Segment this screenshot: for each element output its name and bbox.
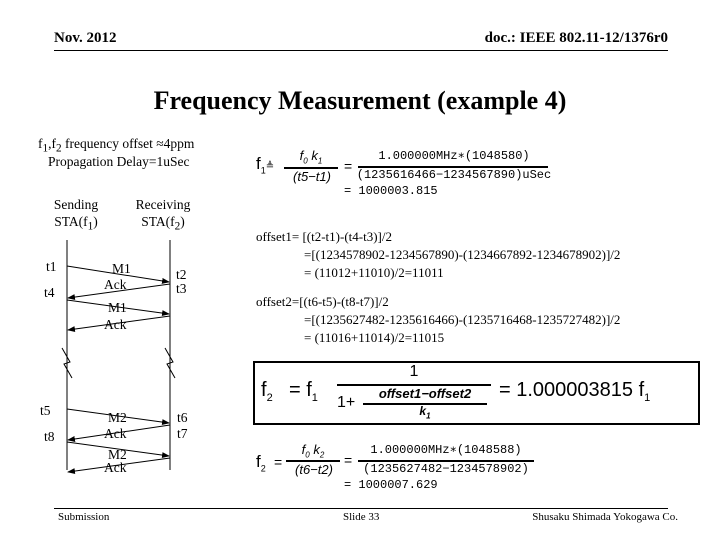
eq2-inner-one: 1+ xyxy=(337,394,356,411)
offset1-line2: =[(1234578902-1234567890)-(1234667892-1234678902)]/2 xyxy=(304,247,621,262)
t6-label: t6 xyxy=(177,410,188,425)
eq1-lhs: $f_1≜$ xyxy=(256,154,275,176)
offset1-line3: = (11012+11010)/2=11011 xyxy=(304,265,444,280)
eq2-lhs: $f_2$ xyxy=(261,379,273,404)
t7-label: t7 xyxy=(177,426,188,441)
ack2-label: Ack xyxy=(104,426,127,441)
eq3-denominator: (t6−t2) xyxy=(295,462,333,477)
eq1-r1-num: 1.000000MHz∗(1048580) xyxy=(378,149,530,163)
sender-label: Sending $STA(f_1)$ xyxy=(53,197,99,233)
eq2-inner-den: $k_1$ xyxy=(419,404,431,421)
footer-slide-number: Slide 33 xyxy=(343,511,380,523)
offset2-block xyxy=(256,293,696,347)
footer-submission: Submission xyxy=(58,511,110,523)
eq3-result: = 1000007.629 xyxy=(344,478,438,492)
eq2-inner-num: offset1−offset2 xyxy=(378,386,472,401)
equation-f1: $f_1≜$ $f_0$ $k_1$ (t5−t1) = 1.000000MHz∗(1048580) (1235616466−1234567890)uSec = 1000003.815 xyxy=(256,148,552,198)
eq3-lhs: $f_2$ xyxy=(256,452,266,474)
eq2-numerator: 1 xyxy=(409,363,419,380)
ack1-label: Ack xyxy=(104,277,127,292)
eq1-r1-den: (1235616466−1234567890)uSec xyxy=(356,168,552,182)
footer-rule xyxy=(54,508,668,509)
header-doc-id: doc.: IEEE 802.11-12/1376r0 xyxy=(484,30,668,46)
m1-label: M1 xyxy=(112,261,131,276)
receiver-label: Receiving $STA(f_2)$ xyxy=(135,197,191,233)
offset2-line3: = (11016+11014)/2=11015 xyxy=(304,330,445,345)
t4-label: t4 xyxy=(44,285,55,300)
t3-label: t3 xyxy=(176,281,187,296)
m1b-label: M1 xyxy=(108,300,127,315)
m2-label: M2 xyxy=(108,410,127,425)
t8-label: t8 xyxy=(44,429,55,444)
eq3-r1-den: (1235627482−1234578902) xyxy=(363,462,529,476)
eq1-denominator: (t5−t1) xyxy=(293,169,331,184)
m2b-label: M2 xyxy=(108,447,127,462)
eq1-result: = 1000003.815 xyxy=(344,184,438,198)
eq1-numerator: $f_0$ $k_1$ xyxy=(299,148,323,166)
offset1-line1: offset1= [(t2-t1)-(t4-t3)]/2 xyxy=(256,229,392,244)
offset-condition: $f_1,f_2$ frequency offset ≈4ppm xyxy=(38,136,195,155)
ack1b-label: Ack xyxy=(104,317,127,332)
eq2-result: = 1.000003815 $f_1$ xyxy=(499,379,651,404)
offset2-line2: =[(1235627482-1235616466)-(1235716468-1235727482)]/2 xyxy=(304,312,621,327)
equation-f2-box xyxy=(253,361,700,425)
offset1-block xyxy=(256,228,696,282)
delay-condition: Propagation Delay=1uSec xyxy=(48,154,190,169)
equation-f2-value: $f_2$ = $f_0$ $k_2$ (t6−t2) = 1.000000MHz∗(1048588) (1235627482−1234578902) = 1000007.629 xyxy=(256,442,616,498)
eq3-r1-num: 1.000000MHz∗(1048588) xyxy=(370,443,522,457)
eq3-numerator: $f_0$ $k_2$ xyxy=(301,442,325,460)
offset2-line1: offset2=[(t6-t5)-(t8-t7)]/2 xyxy=(256,294,389,309)
ack2b-label: Ack xyxy=(104,460,127,475)
header-date: Nov. 2012 xyxy=(54,30,117,46)
t1-label: t1 xyxy=(46,259,57,274)
eq2-f1: = $f_1$ xyxy=(289,379,318,404)
t2-label: t2 xyxy=(176,267,187,282)
page-title: Frequency Measurement (example 4) xyxy=(153,86,567,115)
footer-author: Shusaku Shimada Yokogawa Co. xyxy=(532,511,678,523)
t5-label: t5 xyxy=(40,403,51,418)
